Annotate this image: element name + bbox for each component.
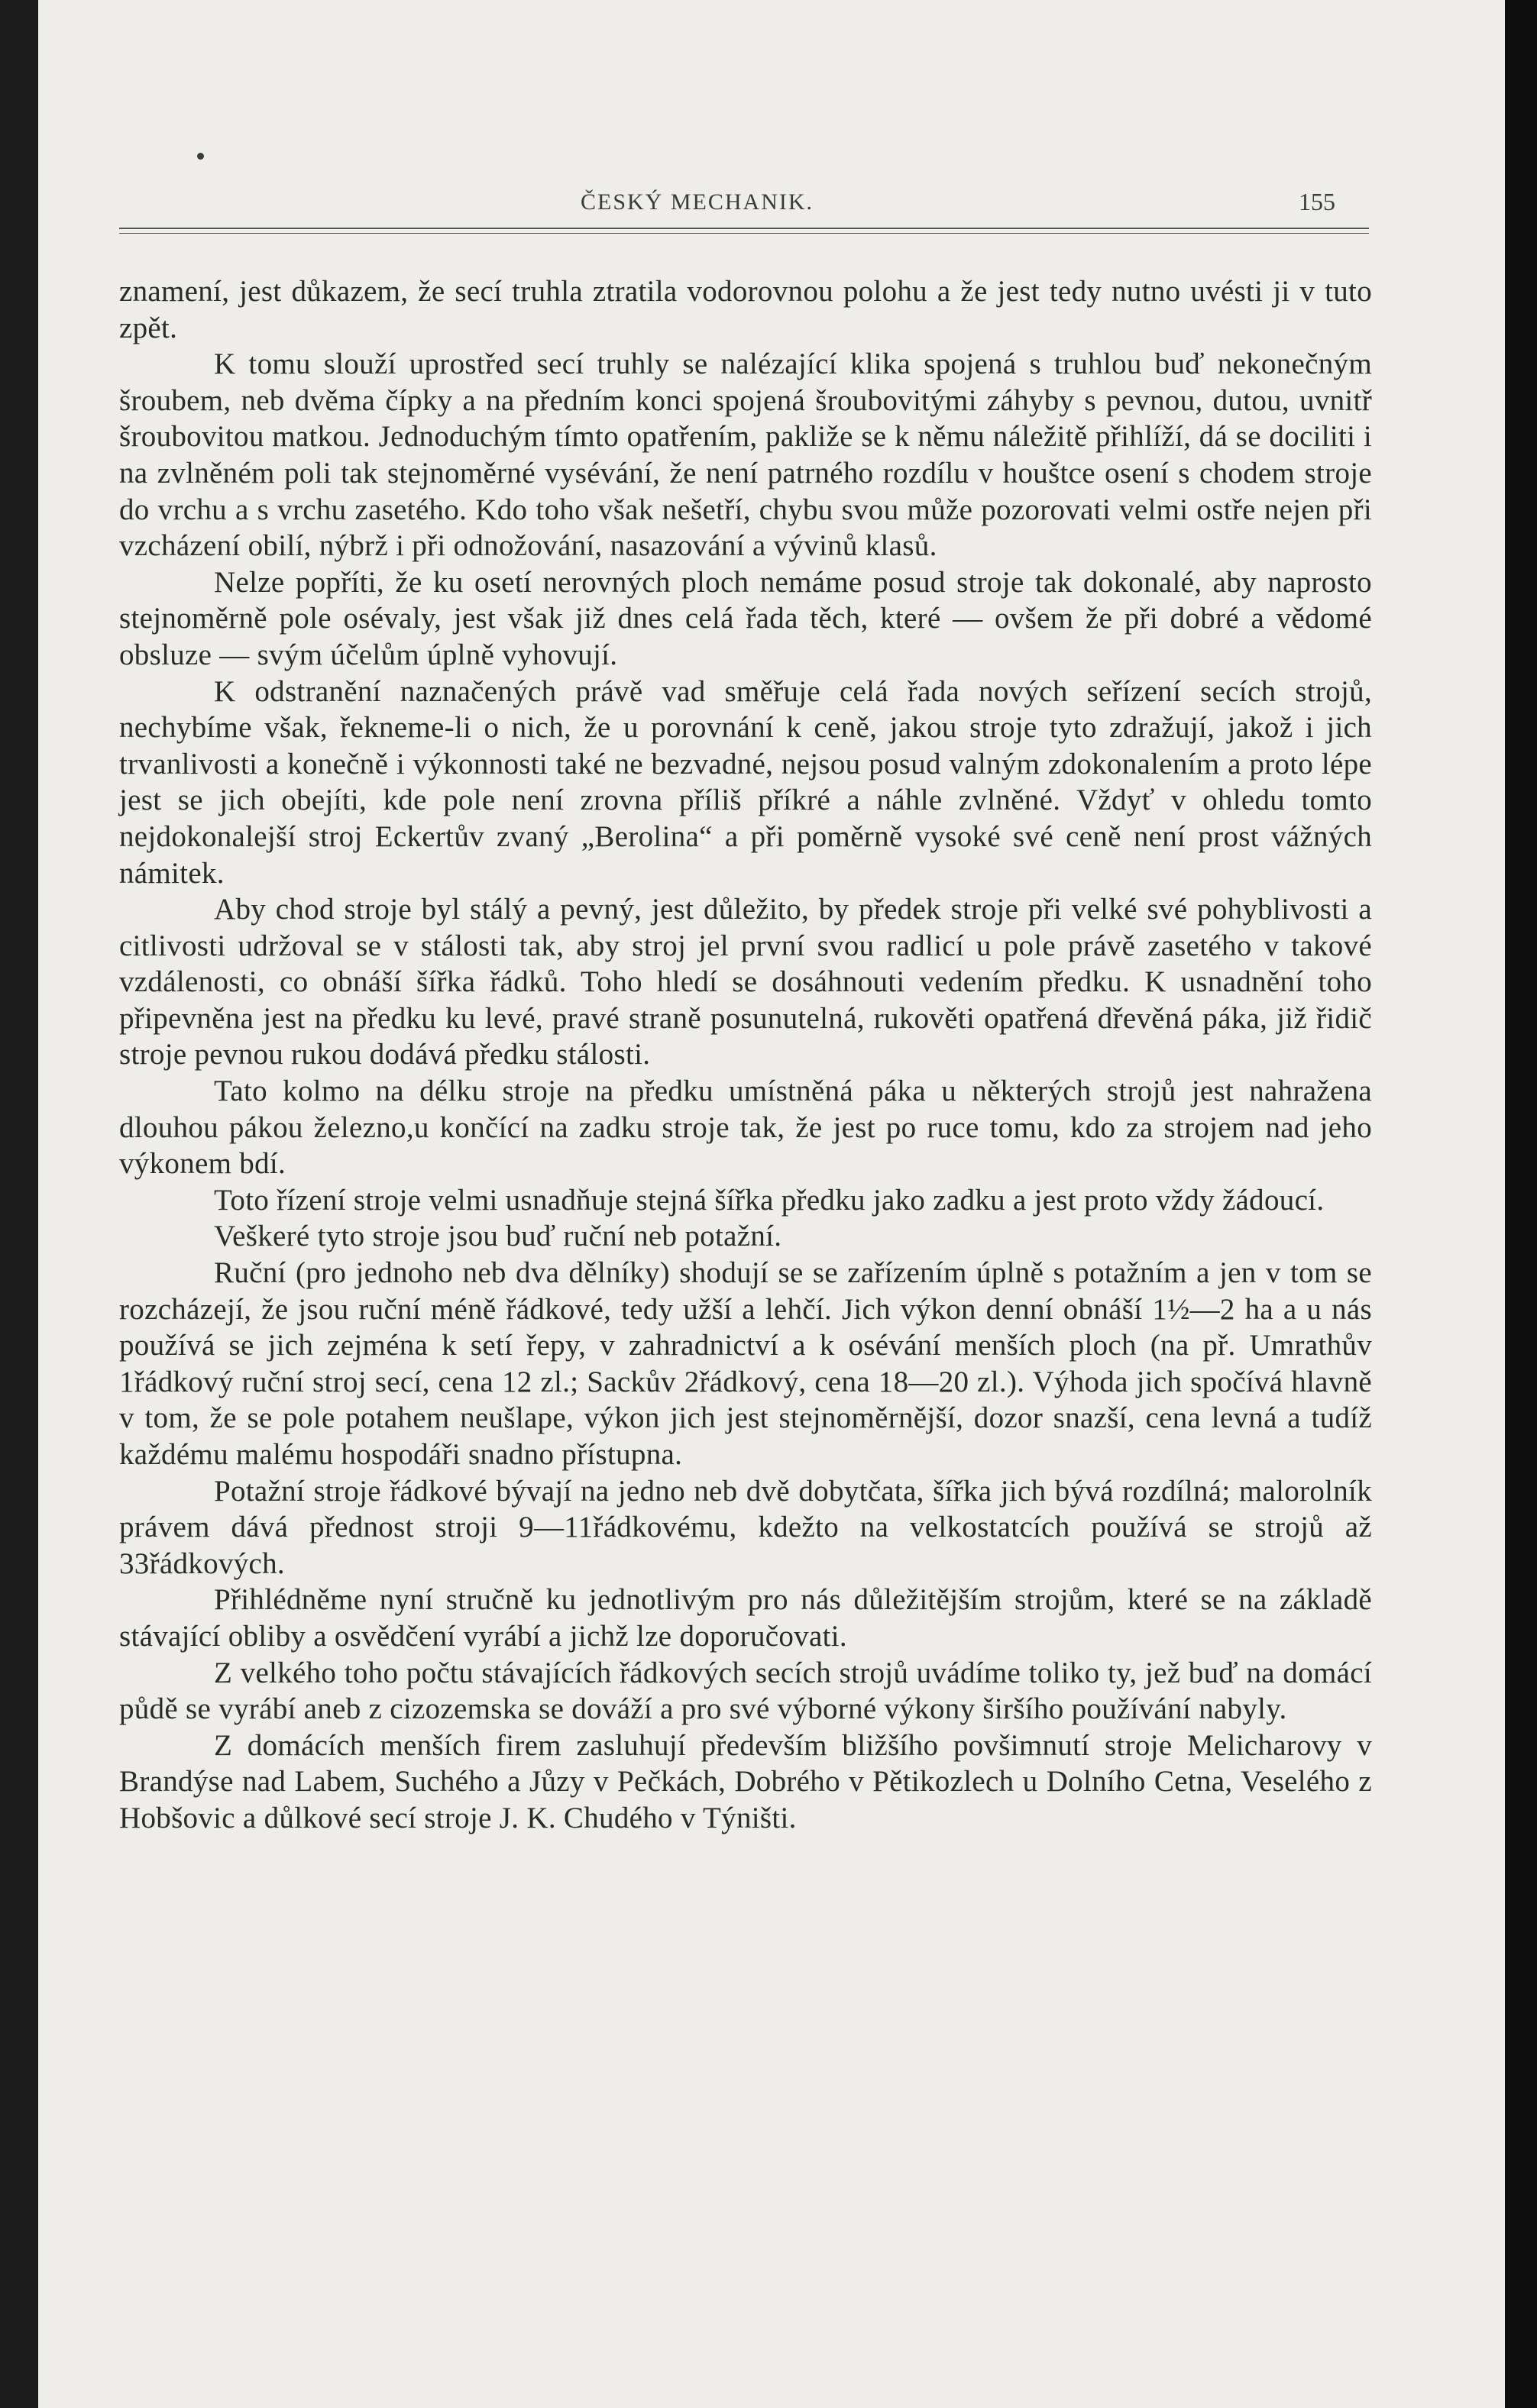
paragraph: Ruční (pro jednoho neb dva dělníky) shodují se se zařízením úplně s potažním a jen v tom se rozcházejí, že jsou ruční méně řádkové, tedy užší a lehčí. Jich výkon denní obnáší 1½—2 ha a u nás používá se jich zejména k setí řepy, v zahradnictví a k osévání menších ploch (na př. Umrathův 1řádkový ruční stroj secí, cena 12 zl.; Sackův 2řádkový, cena 18—20 zl.). Výhoda jich spočívá hlavně v tom, že se pole potahem neušlape, výkon jich jest stejnoměrnější, dozor snazší, cena levná a tudíž každému malému hospodáři snadno přístupna. bbox=[119, 1256, 1372, 1471]
header-rule-thin bbox=[119, 233, 1369, 234]
paragraph: K tomu slouží uprostřed secí truhly se nalézající klika spojená s truhlou buď nekonečným šroubem, neb dvěma čípky a na předním konci spojená šroubovitými záhyby s pevnou, dutou, uvnitř šroubovitou matkou. Jednoduchým tímto opatřením, pakliže se k němu náležitě přihlíží, dá se dociliti i na zvlněném poli tak stejnoměrné vysévání, že není patrného rozdílu v houštce osení s chodem stroje do vrchu a s vrchu zasetého. Kdo toho však nešetří, chybu svou může pozorovati velmi ostře nejen při vzcházení obilí, nýbrž i při odnožování, nasazování a vývinů klasů. bbox=[119, 347, 1372, 563]
paragraph: K odstranění naznačených právě vad směřuje celá řada nových seřízení secích strojů, nechybíme však, řekneme-li o nich, že u porovnání k ceně, jakou stroje tyto zdražují, jakož i jich trvanlivosti a konečně i výkonnosti také ne bezvadné, nejsou posud valným zdokonalením a proto lépe jest se jich obejíti, kde pole není zrovna příliš příkré a náhle zvlněné. Vždyť v ohledu tomto nejdokonalejší stroj Eckertův zvaný „Berolina“ a při poměrně vysoké své ceně není prost vážných námitek. bbox=[119, 674, 1372, 890]
paragraph: Aby chod stroje byl stálý a pevný, jest důležito, by předek stroje při velké své pohyblivosti a citlivosti udržoval se v stálosti tak, aby stroj jel první svou radlicí u pole právě zasetého v takové vzdálenosti, co obnáší šířka řádků. Toho hledí se dosáhnouti vedením předku. K usnadnění toho připevněna jest na předku ku levé, pravé straně posunutelná, rukověti opatřená dřevěná páka, již řidič stroje pevnou rukou dodává předku stálosti. bbox=[119, 893, 1372, 1071]
paragraph: znamení, jest důkazem, že secí truhla ztratila vodorovnou polohu a že jest tedy nutno uvésti ji v tuto zpět. bbox=[119, 275, 1372, 344]
scan-edge bbox=[1505, 0, 1537, 2408]
paragraph: Potažní stroje řádkové bývají na jedno neb dvě dobytčata, šířka jich bývá rozdílná; malorolník právem dává přednost stroji 9—11řádkovému, kdežto na velkostatcích používá se strojů až 33řádkových. bbox=[119, 1474, 1372, 1580]
paragraph: Tato kolmo na délku stroje na předku umístněná páka u některých strojů jest nahražena dlouhou pákou železno,u končící na zadku stroje tak, že jest po ruce tomu, kdo za strojem nad jeho výkonem bdí. bbox=[119, 1075, 1372, 1181]
ink-speck bbox=[197, 153, 204, 160]
paragraph: Toto řízení stroje velmi usnadňuje stejná šířka předku jako zadku a jest proto vždy žádoucí. bbox=[214, 1183, 1325, 1217]
paragraph: Z domácích menších firem zasluhují především bližšího povšimnutí stroje Melicharovy v Brandýse nad Labem, Suchého a Jůzy v Pečkách, Dobrého v Pětikozlech u Dolního Cetna, Veselého z Hobšovic a důlkové secí stroje J. K. Chudého v Týništi. bbox=[119, 1728, 1372, 1834]
paragraph: Z velkého toho počtu stávajících řádkových secích strojů uvádíme toliko ty, jež buď na domácí půdě se vyrábí aneb z cizozemska se dováží a pro své výborné výkony širšího používání nabyly. bbox=[119, 1656, 1372, 1726]
page-number: 155 bbox=[1299, 188, 1335, 215]
book-page bbox=[38, 0, 1505, 2408]
paragraph: Veškeré tyto stroje jsou buď ruční neb potažní. bbox=[214, 1220, 782, 1253]
paragraph: Přihlédněme nyní stručně ku jednotlivým pro nás důležitějším strojům, které se na základě stávající obliby a osvědčení vyrábí a jichž lze doporučovati. bbox=[119, 1583, 1372, 1653]
header-rule bbox=[119, 228, 1369, 229]
paragraph: Nelze popříti, že ku osetí nerovných ploch nemáme posud stroje tak dokonalé, aby naprosto stejnoměrně pole osévaly, jest však již dnes celá řada těch, které — ovšem že při dobré a vědomé obsluze — svým účelům úplně vyhovují. bbox=[119, 565, 1372, 671]
body-text bbox=[119, 273, 1372, 1837]
running-head: ČESKÝ MECHANIK. bbox=[581, 189, 814, 215]
